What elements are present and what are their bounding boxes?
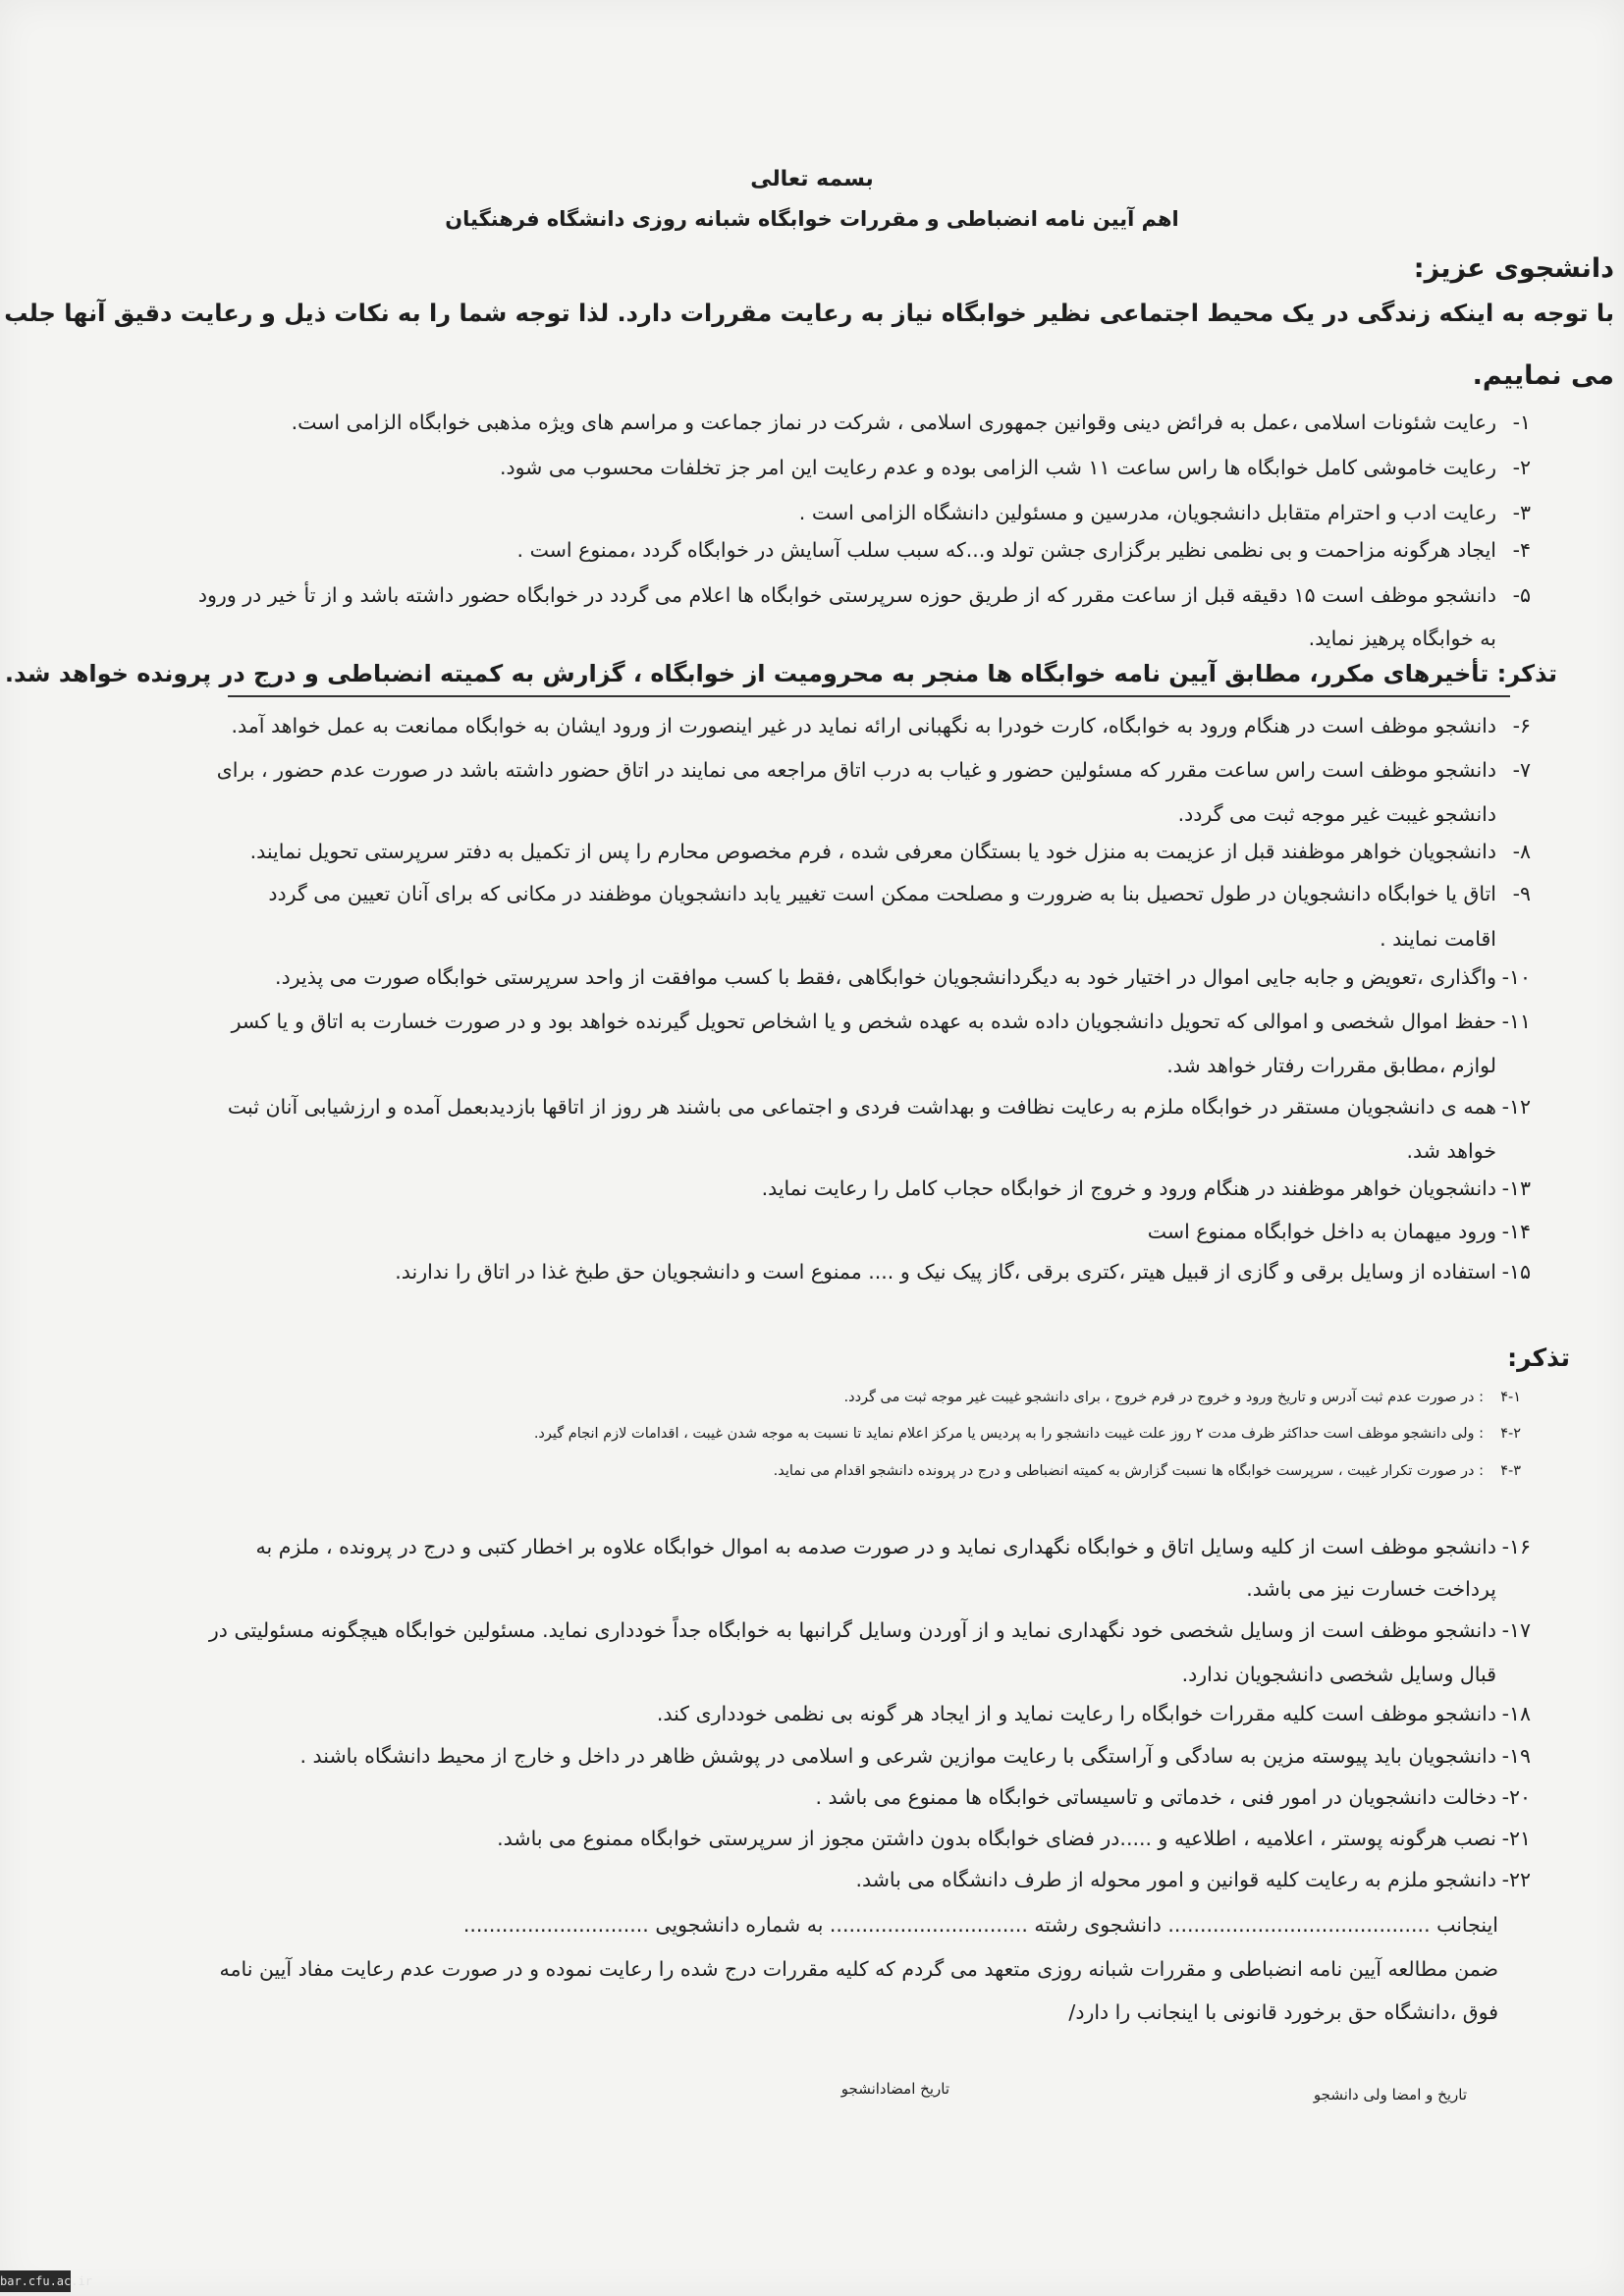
- delay-warning-note: تذکر: تأخیرهای مکرر، مطابق آیین نامه خوابگاه ها منجر به محرومیت از خوابگاه ، گزارش به کمیته انضباطی و درج در پرونده خواهد شد.: [4, 660, 1557, 687]
- note-text: : در صورت تکرار غیبت ، سرپرست خوابگاه ها نسبت گزارش به کمیته انضباطی و درج در پرونده دانشجو اقدام می نماید.: [773, 1463, 1484, 1479]
- item-text: حفظ اموال شخصی و اموالی که تحویل دانشجویان داده شده به عهده شخص و یا اشخاص تحویل گیرنده خواهد بود و در صورت خسارت به اتاق و یا کسر: [231, 1010, 1496, 1033]
- pledge-line-3: فوق ،دانشگاه حق برخورد قانونی با اینجانب را دارد/: [1068, 2000, 1498, 2024]
- item-text: واگذاری ،تعویض و جابه جایی اموال در اختیار خود به دیگردانشجویان خوابگاهی ،فقط با کسب موافقت از واحد سرپرستی خوابگاه صورت می پذیرد.: [275, 965, 1496, 989]
- item-text: رعایت ادب و احترام متقابل دانشجویان، مدرسین و مسئولین دانشگاه الزامی است .: [798, 501, 1496, 524]
- item-text: اتاق یا خوابگاه دانشجویان در طول تحصیل بنا به ضرورت و مصلحت ممکن است تغییر یابد دانشجویان موظفند در مکانی که برای آنان تعیین می گردد: [268, 882, 1496, 905]
- item-text: دانشجو موظف است در هنگام ورود به خوابگاه، کارت خودرا به نگهبانی ارائه نماید در غیر اینصورت از ورود ایشان به خوابگاه ممانعت به عمل خواهد آمد.: [231, 714, 1496, 738]
- item-num: ۱۸-: [1501, 1702, 1531, 1725]
- note-num: ۴-۳: [1500, 1463, 1521, 1479]
- item-text: ورود میهمان به داخل خوابگاه ممنوع است: [1147, 1220, 1496, 1243]
- guardian-signature-label: تاریخ و امضا ولی دانشجو: [1313, 2086, 1467, 2104]
- item-num: ۱۰-: [1501, 965, 1531, 989]
- item-num: ۱۷-: [1501, 1618, 1531, 1642]
- item-text: نصب هرگونه پوستر ، اعلامیه ، اطلاعیه و .....در فضای خوابگاه بدون داشتن مجوز از سرپرستی خوابگاه ممنوع می باشد.: [497, 1827, 1496, 1850]
- intro-line-2: می نماییم.: [1472, 360, 1614, 391]
- item-text: ایجاد هرگونه مزاحمت و بی نظمی نظیر برگزاری جشن تولد و...که سبب سلب آسایش در خوابگاه گردد ،ممنوع است .: [516, 538, 1496, 562]
- note-heading: تذکر:: [1507, 1343, 1570, 1372]
- item-num: ۲۲-: [1501, 1868, 1531, 1891]
- note-num: ۴-۱: [1500, 1390, 1521, 1405]
- item-num: ۱۴-: [1501, 1220, 1531, 1243]
- item-text: استفاده از وسایل برقی و گازی از قبیل هیتر ،کتری برقی ،گاز پیک نیک و .... ممنوع است و دانشجویان حق طبخ غذا در اتاق را ندارند.: [395, 1260, 1496, 1284]
- pledge-line-1: اینجانب ......................................... دانشجوی رشته ............................... به شماره دانشجویی .............................: [462, 1913, 1498, 1937]
- item-num: ۳-: [1512, 501, 1531, 524]
- item-text: دخالت دانشجویان در امور فنی ، خدماتی و تاسیساتی خوابگاه ها ممنوع می باشد .: [815, 1785, 1496, 1809]
- item-text: رعایت شئونات اسلامی ،عمل به فرائض دینی وقوانین جمهوری اسلامی ، شرکت در نماز جماعت و مراسم های ویژه مذهبی خوابگاه الزامی است.: [291, 410, 1496, 434]
- pledge-line-2: ضمن مطالعه آیین نامه انضباطی و مقررات شبانه روزی متعهد می گردم که کلیه مقررات درج شده را رعایت نموده و در صورت عدم رعایت مفاد آیین نامه: [219, 1957, 1498, 1981]
- student-signature-label: تاریخ امضادانشجو: [840, 2080, 949, 2098]
- document-title: اهم آیین نامه انضباطی و مقررات خوابگاه شبانه روزی دانشگاه فرهنگیان: [445, 207, 1179, 231]
- item-text: دانشجو موظف است از کلیه وسایل اتاق و خوابگاه نگهداری نماید و در صورت صدمه به اموال خوابگاه علاوه بر اخطار کتبی و درج در پرونده ، ملزم به: [255, 1535, 1496, 1558]
- item-num: ۴-: [1512, 538, 1531, 562]
- item-text: دانشجو موظف است از وسایل شخصی خود نگهداری نماید و از آوردن وسایل گرانبها به خوابگاه جداً خودداری نماید. مسئولین خوابگاه هیچگونه مسئولیتی در: [208, 1618, 1496, 1642]
- item-continuation: خواهد شد.: [1406, 1139, 1496, 1163]
- item-text: دانشجویان خواهر موظفند قبل از عزیمت به منزل خود یا بستگان معرفی شده ، فرم مخصوص محارم را پس از تکمیل به دفتر سرپرستی تحویل نمایند.: [249, 840, 1496, 863]
- item-num: ۶-: [1512, 714, 1531, 738]
- greeting: دانشجوی عزیز:: [1413, 253, 1614, 284]
- item-num: ۵-: [1512, 583, 1531, 607]
- item-num: ۷-: [1512, 758, 1531, 782]
- item-num: ۱۶-: [1501, 1535, 1531, 1558]
- item-continuation: پرداخت خسارت نیز می باشد.: [1246, 1577, 1496, 1601]
- item-text: دانشجویان باید پیوسته مزین به سادگی و آراستگی با رعایت موازین شرعی و اسلامی در پوشش ظاهر در داخل و خارج از محیط دانشگاه باشند .: [299, 1744, 1496, 1768]
- bismillah: بسمه تعالی: [750, 167, 874, 191]
- site-logo: bar.cfu.ac.ir: [0, 2270, 71, 2292]
- item-num: ۲-: [1512, 456, 1531, 479]
- note-text: : ولی دانشجو موظف است حداکثر ظرف مدت ۲ روز علت غیبت دانشجو را به پردیس یا مرکز اعلام نماید تا نسبت به موجه شدن غیبت ، اقدامات لازم انجام گیرد.: [533, 1426, 1484, 1442]
- item-num: ۱۳-: [1501, 1176, 1531, 1200]
- item-text: رعایت خاموشی کامل خوابگاه ها راس ساعت ۱۱ شب الزامی بوده و عدم رعایت این امر جز تخلفات محسوب می شود.: [499, 456, 1496, 479]
- item-text: دانشجویان خواهر موظفند در هنگام ورود و خروج از خوابگاه حجاب کامل را رعایت نماید.: [761, 1176, 1496, 1200]
- item-num: ۱۲-: [1501, 1095, 1531, 1119]
- intro-line-1: با توجه به اینکه زندگی در یک محیط اجتماعی نظیر خوابگاه نیاز به رعایت مقررات دارد. لذا توجه شما را به نکات ذیل و رعایت دقیق آنها جلب: [4, 300, 1614, 327]
- item-continuation: به خوابگاه پرهیز نماید.: [1308, 627, 1496, 650]
- item-num: ۱۵-: [1501, 1260, 1531, 1284]
- note-text: : در صورت عدم ثبت آدرس و تاریخ ورود و خروج در فرم خروج ، برای دانشجو غیبت غیر موجه ثبت می گردد.: [843, 1390, 1484, 1405]
- item-num: ۹-: [1512, 882, 1531, 905]
- item-num: ۸-: [1512, 840, 1531, 863]
- note-num: ۴-۲: [1500, 1426, 1521, 1442]
- item-continuation: قبال وسایل شخصی دانشجویان ندارد.: [1181, 1663, 1496, 1686]
- item-text: دانشجو موظف است کلیه مقررات خوابگاه را رعایت نماید و از ایجاد هر گونه بی نظمی خودداری کند.: [656, 1702, 1496, 1725]
- item-num: ۲۰-: [1501, 1785, 1531, 1809]
- item-text: دانشجو موظف است راس ساعت مقرر که مسئولین حضور و غیاب به درب اتاق مراجعه می نمایند در اتاق حضور داشته باشد در صورت عدم حضور ، برای: [216, 758, 1496, 782]
- item-continuation: لوازم ،مطابق مقررات رفتار خواهد شد.: [1166, 1054, 1496, 1077]
- item-num: ۱-: [1512, 410, 1531, 434]
- note-underline: [228, 695, 1510, 697]
- item-num: ۱۱-: [1501, 1010, 1531, 1033]
- item-text: همه ی دانشجویان مستقر در خوابگاه ملزم به رعایت نظافت و بهداشت فردی و اجتماعی می باشند هر روز از اتاقها بازدیدبعمل آمده و ارزشیابی آنان ثبت: [227, 1095, 1496, 1119]
- item-num: ۱۹-: [1501, 1744, 1531, 1768]
- item-text: دانشجو موظف است ۱۵ دقیقه قبل از ساعت مقرر که از طریق حوزه سرپرستی خوابگاه ها اعلام می گردد در خوابگاه حضور داشته باشد و از تأ خیر در ورود: [197, 583, 1496, 607]
- item-num: ۲۱-: [1501, 1827, 1531, 1850]
- item-continuation: دانشجو غیبت غیر موجه ثبت می گردد.: [1177, 802, 1496, 826]
- item-continuation: اقامت نمایند .: [1380, 927, 1496, 951]
- item-text: دانشجو ملزم به رعایت کلیه قوانین و امور محوله از طرف دانشگاه می باشد.: [855, 1868, 1496, 1891]
